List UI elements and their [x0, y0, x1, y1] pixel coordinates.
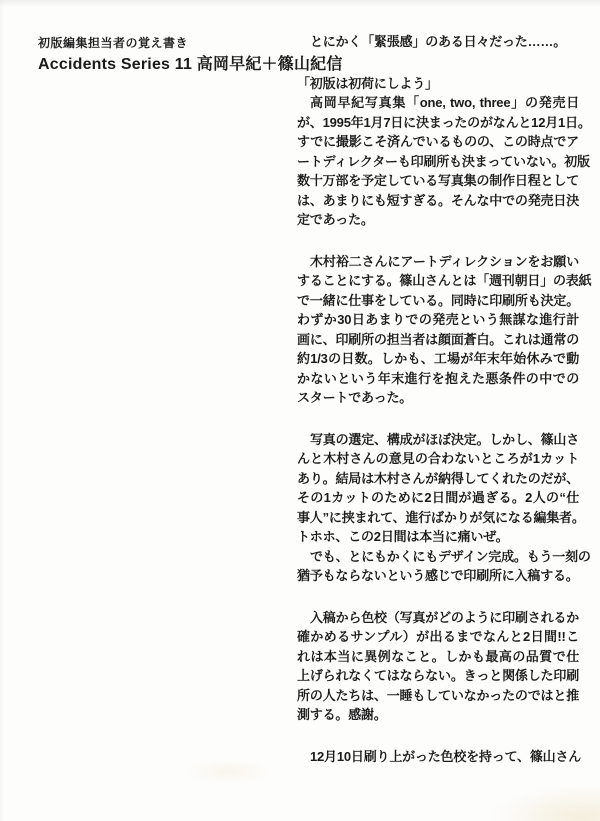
- text-line: 事人”に挟まれて、進行ばかりが気になる編集者。: [297, 509, 585, 525]
- paragraph: [297, 93, 591, 230]
- text-line: 所の人たちは、一睡もしていなかったのではと推: [297, 687, 579, 703]
- text-line: すでに撮影こそ済んでいるものの、この時点でア: [297, 134, 579, 149]
- text-line: 上げられなくてはならない。きっと関係した印刷: [297, 668, 579, 683]
- text-line: わずか30日あまりでの発売という無謀な進行計: [297, 312, 579, 327]
- text-line: 木村裕二さんにアートディレクションをお願い: [310, 253, 579, 269]
- text-line: で一緒に仕事をしている。同時に印刷所も決定。: [297, 292, 579, 308]
- text-line: 写真の選定、構成がほぼ決定。しかし、篠山さ: [310, 431, 579, 447]
- text-line: 測する。感謝。: [297, 707, 387, 722]
- text-line: 定であった。: [297, 212, 374, 227]
- section-heading: [297, 74, 579, 94]
- paragraph: [297, 547, 591, 586]
- text-line: 「初版は初荷にしよう」: [297, 75, 438, 91]
- text-line: 画に、印刷所の担当者は顔面蒼白。これは通常の: [297, 331, 579, 347]
- paragraph: [297, 32, 579, 52]
- text-line: 入稿から色校（写真がどのように印刷されるか: [310, 609, 579, 625]
- text-line: ートディレクターも印刷所も決まっていない。初版: [297, 153, 590, 169]
- text-line: 12月10日刷り上がった色校を持って、篠山さん: [310, 748, 582, 764]
- text-line: トホホ、この2日間は本当に痛いぜ。: [297, 529, 509, 544]
- text-line: 数十万部を予定している写真集の制作日程として: [297, 173, 579, 188]
- text-line: 約1/3の日数。しかも、工場が年末年始休みで動: [297, 351, 579, 366]
- text-line: あり。結局は木村さんが納得してくれたのだが、: [297, 470, 579, 486]
- text-line: することにする。篠山さんとは「週刊朝日」の表紙: [297, 273, 592, 288]
- paragraph: [297, 430, 585, 547]
- text-line: でも、とにもかくにもデザイン完成。もう一刻の: [310, 548, 591, 564]
- text-line: 猶予もならないという感じで印刷所に入稿する。: [297, 568, 579, 583]
- text-line: んと木村さんの意見の合わないところが1カット: [297, 451, 579, 466]
- text-line: スタートであった。: [297, 390, 413, 405]
- text-line: は、あまりにも短すぎる。そんな中での発売日決: [297, 192, 579, 208]
- text-line: その1カットのために2日間が過ぎる。2人の“仕: [297, 490, 579, 505]
- text-line: かないという年末進行を抱えた悪条件の中での: [297, 370, 579, 386]
- text-line: とにかく「緊張感」のある日々だった……。: [310, 34, 567, 49]
- paragraph: [297, 747, 582, 767]
- text-line: れは本当に異例なこと。しかも最高の品質で仕: [297, 648, 579, 664]
- editor-note-kicker: 初版編集担当者の覚え書き: [38, 36, 189, 50]
- paragraph: [297, 608, 579, 725]
- text-line: 高岡早紀写真集「one, two, three」の発売日: [310, 95, 579, 110]
- text-line: 確かめるサンプル）が出るまでなんと2日間!!こ: [297, 629, 579, 644]
- text-line: が、1995年1月7日に決まったのがなんと12月1日。: [297, 114, 591, 130]
- article-column: [297, 32, 592, 766]
- series-title: Accidents Series 11 高岡早紀＋篠山紀信: [38, 56, 343, 73]
- paragraph: [297, 252, 592, 408]
